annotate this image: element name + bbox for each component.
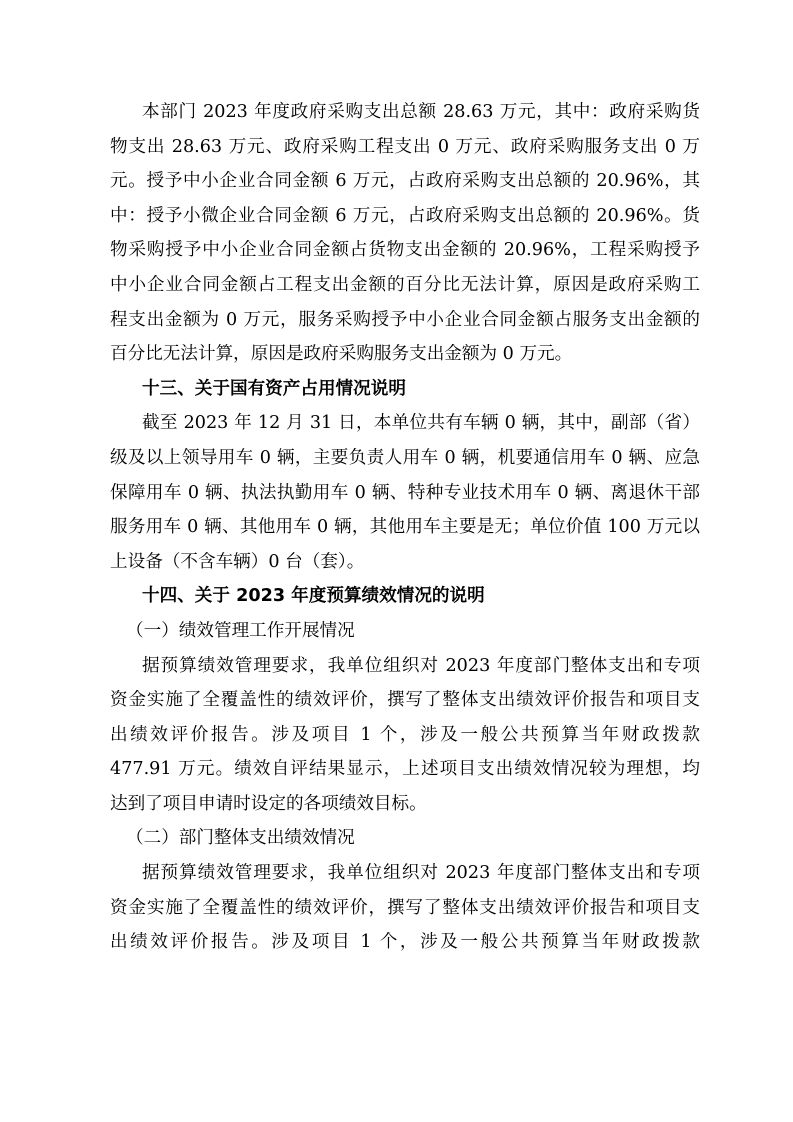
procurement-paragraph <box>110 95 700 372</box>
asset-paragraph <box>110 406 700 579</box>
page-body <box>110 95 700 960</box>
text-line: 级及以上领导用车 0 辆，主要负责人用车 0 辆，机要通信用车 0 辆、应急 <box>110 447 700 468</box>
text-line: 保障用车 0 辆、执法执勤用车 0 辆、特种专业技术用车 0 辆、离退休干部 <box>110 482 700 503</box>
subsection-2-heading: （二）部门整体支出绩效情况 <box>126 828 355 849</box>
text-line: 中小企业合同金额占工程支出金额的百分比无法计算，原因是政府采购工 <box>110 274 700 295</box>
section-14-heading: 十四、关于 2023 年度预算绩效情况的说明 <box>142 586 485 607</box>
text-line: 据预算绩效管理要求，我单位组织对 2023 年度部门整体支出和专项 <box>142 655 700 676</box>
text-line: 出绩效评价报告。涉及项目 1 个，涉及一般公共预算当年财政拨款 <box>110 724 700 745</box>
text-line: 服务用车 0 辆、其他用车 0 辆，其他用车主要是无；单位价值 100 万元以 <box>110 517 700 538</box>
text-line: 百分比无法计算，原因是政府采购服务支出金额为 0 万元。 <box>110 344 573 365</box>
overall-expenditure-paragraph <box>110 856 700 960</box>
text-line: 物采购授予中小企业合同金额占货物支出金额的 20.96%，工程采购授予 <box>110 240 700 261</box>
text-line: 截至 2023 年 12 月 31 日，本单位共有车辆 0 辆，其中，副部（省） <box>142 413 700 434</box>
text-line: 资金实施了全覆盖性的绩效评价，撰写了整体支出绩效评价报告和项目支 <box>110 690 700 711</box>
text-line: 达到了项目申请时设定的各项绩效目标。 <box>110 793 427 814</box>
text-line: 本部门 2023 年度政府采购支出总额 28.63 万元，其中：政府采购货 <box>142 102 700 122</box>
text-line: 477.91 万元。绩效自评结果显示，上述项目支出绩效情况较为理想，均 <box>110 759 700 780</box>
text-line: 程支出金额为 0 万元，服务采购授予中小企业合同金额占服务支出金额的 <box>110 309 700 330</box>
text-line: 资金实施了全覆盖性的绩效评价，撰写了整体支出绩效评价报告和项目支 <box>110 897 700 918</box>
text-line: 中：授予小微企业合同金额 6 万元，占政府采购支出总额的 20.96%。货 <box>110 205 700 226</box>
text-line: 出绩效评价报告。涉及项目 1 个，涉及一般公共预算当年财政拨款 <box>110 932 700 953</box>
subsection-1-heading: （一）绩效管理工作开展情况 <box>126 620 355 641</box>
text-line: 物支出 28.63 万元、政府采购工程支出 0 万元、政府采购服务支出 0 万 <box>110 136 700 157</box>
section-13-heading: 十三、关于国有资产占用情况说明 <box>142 378 406 399</box>
text-line: 上设备（不含车辆）0 台（套）。 <box>110 551 365 572</box>
text-line: 据预算绩效管理要求，我单位组织对 2023 年度部门整体支出和专项 <box>142 863 700 884</box>
text-line: 元。授予中小企业合同金额 6 万元，占政府采购支出总额的 20.96%，其 <box>110 171 700 192</box>
performance-management-paragraph <box>110 649 700 822</box>
